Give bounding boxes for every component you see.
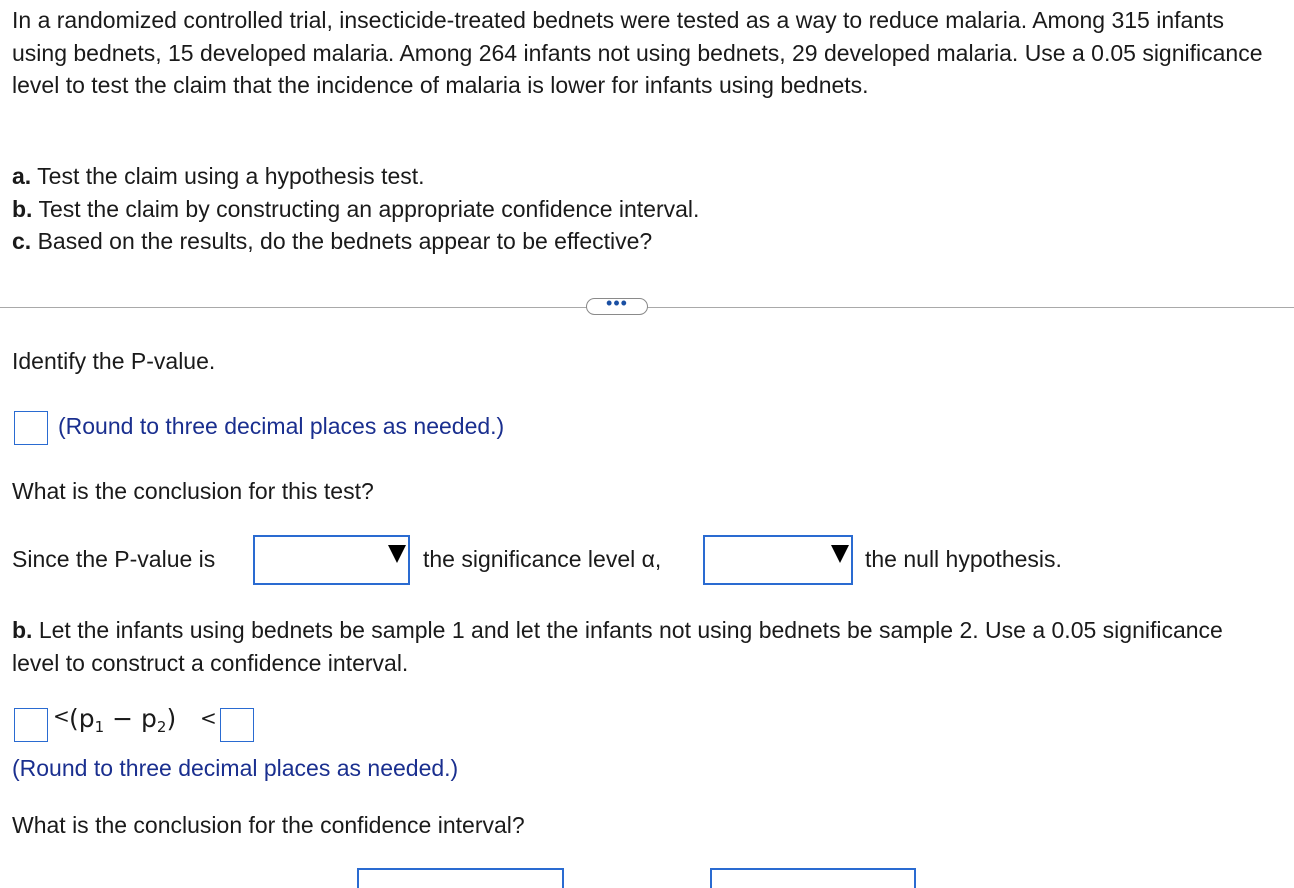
pvalue-comparison-select[interactable] [253, 535, 410, 585]
ci-minus: − [112, 704, 134, 733]
pvalue-hint: (Round to three decimal places as needed.) [58, 413, 505, 439]
ci-p2: p [141, 704, 157, 733]
expand-button[interactable] [586, 293, 648, 315]
dropdown-arrow-icon [831, 545, 849, 563]
part-b-instructions-label: b. [12, 617, 33, 643]
conclusion-test-question: What is the conclusion for this test? [12, 478, 374, 504]
pvalue-prompt: Identify the P-value. [12, 348, 216, 374]
ci-expression [69, 704, 177, 736]
part-b-label: b. [12, 195, 33, 222]
part-a-label: a. [12, 163, 32, 189]
ci-lower-input[interactable] [14, 708, 48, 742]
ellipsis-icon: ••• [606, 293, 628, 313]
ci-lt-2: < [200, 706, 217, 730]
part-a [12, 160, 699, 193]
part-b-instructions [12, 614, 1272, 679]
ci-hint: (Round to three decimal places as needed.) [12, 755, 459, 781]
part-c-label: c. [12, 228, 32, 254]
ci-open-paren: ( [69, 704, 79, 733]
ci-p1-sub: 1 [94, 718, 105, 736]
ci-close-paren: ) [166, 704, 177, 733]
conclusion-sentence-end: the null hypothesis. [865, 546, 1062, 572]
problem-statement: In a randomized controlled trial, insecticide-treated bednets were tested as a way to reduce malaria. Among 315 infants using bednets, 15 developed malaria. Among 264 infants not using bednets, 29 developed malaria. Use a 0.05 significance level to test the claim that the incidence of malaria is lower for infants using bednets. [12, 7, 1263, 98]
conclusion-sentence-start: Since the P-value is [12, 546, 216, 572]
part-c [12, 225, 699, 258]
null-hypothesis-decision-select[interactable] [703, 535, 853, 585]
ci-lt-1: < [53, 704, 70, 728]
pvalue-input[interactable] [14, 411, 48, 445]
ci-p1: p [78, 704, 95, 733]
conclusion-ci-question: What is the conclusion for the confidence interval? [12, 812, 525, 838]
conclusion-sentence-mid: the significance level α, [423, 546, 662, 572]
part-b-text: Test the claim by constructing an appropriate confidence interval. [38, 195, 700, 222]
ci-conclusion-select-1[interactable] [357, 868, 564, 888]
ci-p2-sub: 2 [156, 718, 167, 736]
ci-upper-input[interactable] [220, 708, 254, 742]
dropdown-arrow-icon [388, 545, 406, 563]
part-b [12, 193, 699, 226]
ci-conclusion-select-2[interactable] [710, 868, 916, 888]
part-a-text: Test the claim using a hypothesis test. [37, 163, 425, 189]
parts-list [12, 160, 699, 258]
part-c-text: Based on the results, do the bednets appear to be effective? [37, 228, 653, 254]
part-b-instructions-text: Let the infants using bednets be sample 1 and let the infants not using bednets be sample 2. Use a 0.05 significance level to construct a confidence interval. [12, 617, 1223, 676]
